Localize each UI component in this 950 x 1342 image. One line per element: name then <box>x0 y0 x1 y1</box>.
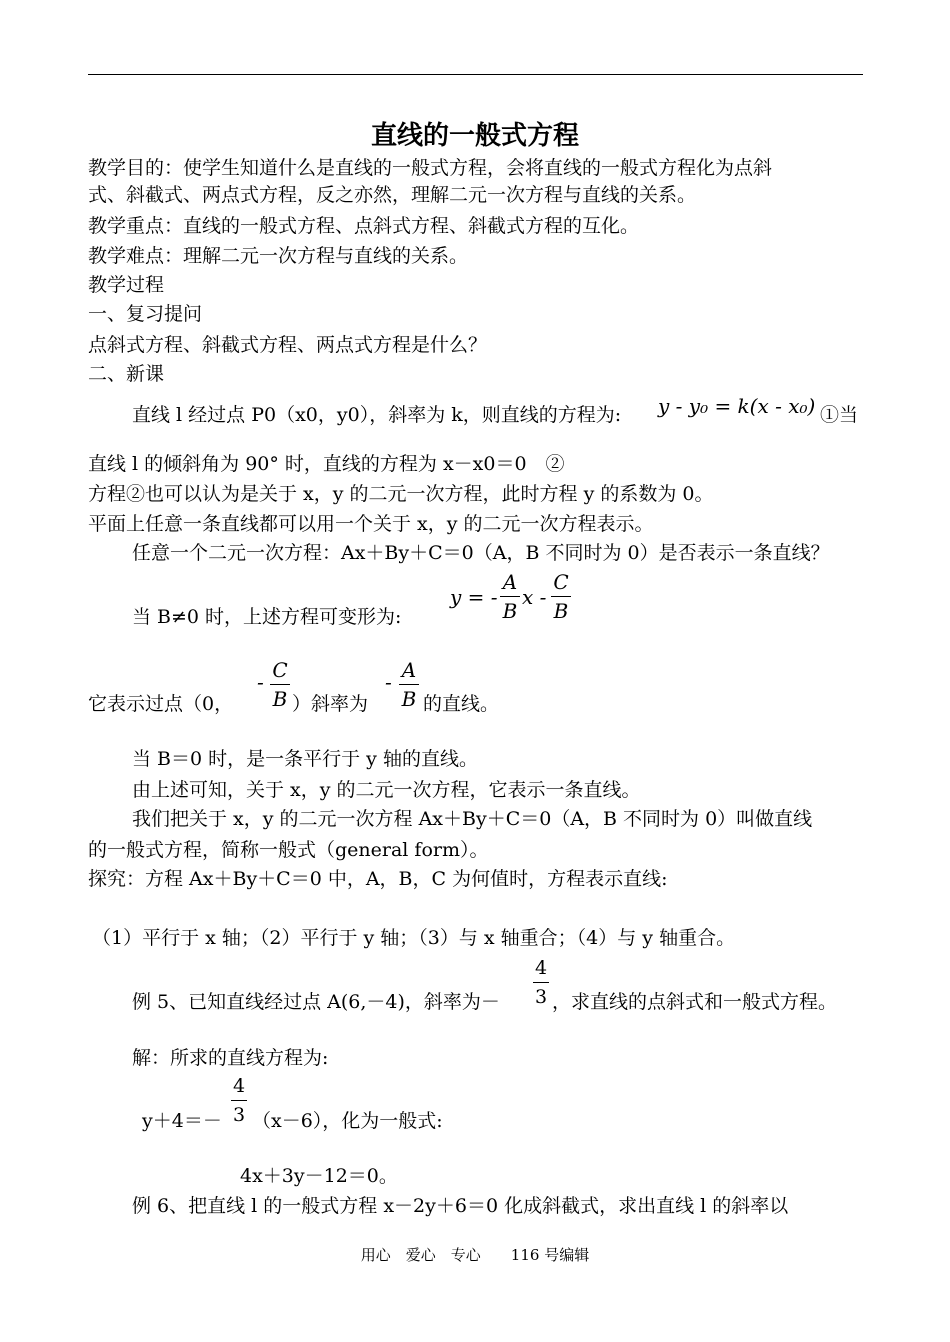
page-title: 直线的一般式方程 <box>370 121 579 151</box>
fraction-four-thirds <box>533 956 549 1009</box>
teaching-key-point: 教学重点：直线的一般式方程、点斜式方程、斜截式方程的互化。 <box>88 215 640 237</box>
numerator: C <box>272 658 288 682</box>
teaching-goal-line-2: 式、斜截式、两点式方程，反之亦然，理解二元一次方程与直线的关系。 <box>88 184 697 206</box>
equation-slope-intercept-mid: x - <box>522 585 547 609</box>
numerator: A <box>502 570 518 594</box>
paragraph-b-nonzero: 当 B≠0 时，上述方程可变形为: <box>132 606 402 628</box>
general-form-result: 4x＋3y－12＝0。 <box>240 1165 398 1187</box>
paragraph-definition-line-1: 我们把关于 x，y 的二元一次方程 Ax＋By＋C＝0（A，B 不同时为 0）叫做直线 <box>132 808 813 830</box>
fraction-a-over-b-slope <box>399 658 419 711</box>
paragraph-vertical-line: 直线 l 的倾斜角为 90° 时，直线的方程为 x－x0＝0 ② <box>88 453 565 475</box>
fraction-c-over-b-intercept <box>270 658 290 711</box>
denominator: 3 <box>534 986 548 1008</box>
paragraph-equation-two: 方程②也可以认为是关于 x，y 的二元一次方程，此时方程 y 的系数为 0。 <box>88 483 714 505</box>
section-new-lesson-heading: 二、新课 <box>88 363 165 385</box>
equation-slope-intercept-lhs: y = - <box>450 585 498 609</box>
numerator: C <box>553 570 569 594</box>
denominator: B <box>553 599 569 623</box>
fraction-bar <box>399 684 419 685</box>
fraction-bar <box>551 596 571 597</box>
solution-heading: 解：所求的直线方程为: <box>132 1047 329 1069</box>
denominator: B <box>401 687 417 711</box>
paragraph-intercept-part-1: 它表示过点（0， <box>88 693 234 715</box>
solution-equation-part-2: （x－6），化为一般式: <box>252 1110 443 1132</box>
paragraph-question-general: 任意一个二元一次方程：Ax＋By＋C＝0（A，B 不同时为 0）是否表示一条直线？ <box>132 542 830 564</box>
review-question: 点斜式方程、斜截式方程、两点式方程是什么？ <box>88 334 488 356</box>
minus-sign: - <box>385 670 392 694</box>
fraction-four-thirds <box>231 1074 247 1127</box>
paragraph-conclusion: 由上述可知，关于 x，y 的二元一次方程，它表示一条直线。 <box>132 779 641 801</box>
fraction-a-over-b <box>500 570 520 623</box>
example-5-part-2: ，求直线的点斜式和一般式方程。 <box>552 991 838 1013</box>
header-rule <box>88 74 863 75</box>
fraction-bar <box>533 982 549 983</box>
denominator: 3 <box>232 1104 246 1126</box>
fraction-bar <box>231 1100 247 1101</box>
paragraph-explore: 探究：方程 Ax＋By＋C＝0 中，A，B，C 为何值时，方程表示直线: <box>88 868 668 890</box>
denominator: B <box>272 687 288 711</box>
paragraph-definition-line-2: 的一般式方程，简称一般式（general form）。 <box>88 839 489 861</box>
solution-equation-part-1: y＋4＝－ <box>142 1110 222 1132</box>
page-footer: 用心 爱心 专心 116 号编辑 <box>360 1246 590 1264</box>
denominator: B <box>502 599 518 623</box>
paragraph-point-slope: 直线 l 经过点 P0（x0，y0），斜率为 k，则直线的方程为: <box>132 404 622 426</box>
teaching-goal-line-1: 教学目的：使学生知道什么是直线的一般式方程，会将直线的一般式方程化为点斜 <box>88 157 773 179</box>
teaching-process-heading: 教学过程 <box>88 274 165 296</box>
fraction-bar <box>270 684 290 685</box>
paragraph-intercept-part-2: ）斜率为 <box>292 693 369 715</box>
fraction-bar <box>500 596 520 597</box>
paragraph-point-slope-tail: ①当 <box>820 404 859 426</box>
paragraph-b-zero: 当 B＝0 时，是一条平行于 y 轴的直线。 <box>132 748 478 770</box>
example-5-part-1: 例 5、已知直线经过点 A(6,－4)，斜率为－ <box>132 991 500 1013</box>
fraction-c-over-b <box>551 570 571 623</box>
example-6: 例 6、把直线 l 的一般式方程 x－2y＋6＝0 化成斜截式，求出直线 l 的斜率以 <box>132 1195 789 1217</box>
numerator: A <box>401 658 417 682</box>
teaching-difficulty: 教学难点：理解二元一次方程与直线的关系。 <box>88 245 469 267</box>
paragraph-any-line: 平面上任意一条直线都可以用一个关于 x，y 的二元一次方程表示。 <box>88 513 654 535</box>
numerator: 4 <box>534 957 548 979</box>
paragraph-cases: （1）平行于 x 轴；（2）平行于 y 轴；（3）与 x 轴重合；（4）与 y 轴重合。 <box>92 927 736 949</box>
equation-point-slope: y - y₀ = k(x - x₀) <box>658 394 816 418</box>
numerator: 4 <box>232 1075 246 1097</box>
minus-sign: - <box>257 670 264 694</box>
paragraph-intercept-part-3: 的直线。 <box>423 693 500 715</box>
section-review-heading: 一、复习提问 <box>88 303 203 325</box>
